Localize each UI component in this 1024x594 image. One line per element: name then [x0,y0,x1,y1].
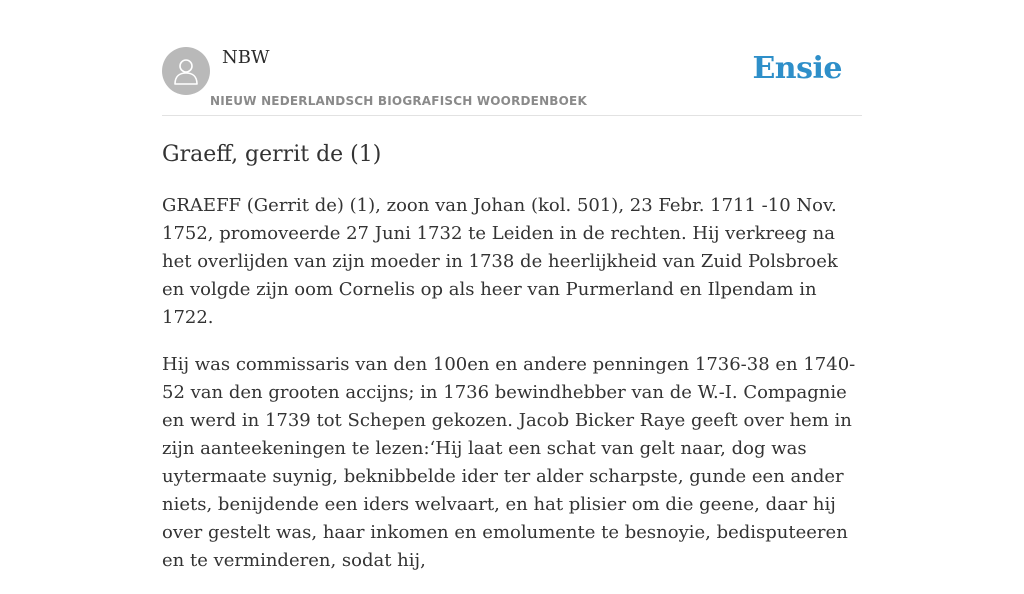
source-short-name[interactable]: NBW [222,47,270,68]
article-body [162,192,862,594]
brand-logo-link[interactable]: Ensie [752,51,842,86]
source-avatar[interactable] [162,47,210,95]
user-silhouette-icon [173,57,199,85]
content-column [162,0,862,571]
article-header [162,0,862,116]
article-paragraph: GRAEFF (Gerrit de) (1), zoon van Johan (kol. 501), 23 Febr. 1711 -10 Nov. 1752, promoveerde 27 Juni 1732 te Leiden in de rechten. Hij verkreeg na het overlijden van zijn moeder in 1738 de heerlijkheid van Zuid Polsbroek en volgde zijn oom Cornelis op als heer van Purmerland en Ilpendam in 1722. [162,195,838,328]
article-title: Graeff, gerrit de (1) [162,142,382,167]
article-paragraph: Hij was commissaris van den 100en en andere penningen 1736-38 en 1740-52 van den grooten accijns; in 1736 bewindhebber van de W.-I. Compagnie en werd in 1739 tot Schepen gekozen. Jacob Bicker Raye geeft over hem in zijn aanteekeningen te lezen:‘Hij laat een schat van gelt naar, dog was uytermaate suynig, beknibbelde ider ter alder scharpste, gunde een ander niets, benijdende een iders welvaart, en hat plisier om die geene, daar hij over gestelt was, haar inkomen en emolumente te besnoyie, bedisputeeren en te verminderen, sodat hij, [162,354,856,571]
source-full-name: NIEUW NEDERLANDSCH BIOGRAFISCH WOORDENBOEK [210,94,587,108]
